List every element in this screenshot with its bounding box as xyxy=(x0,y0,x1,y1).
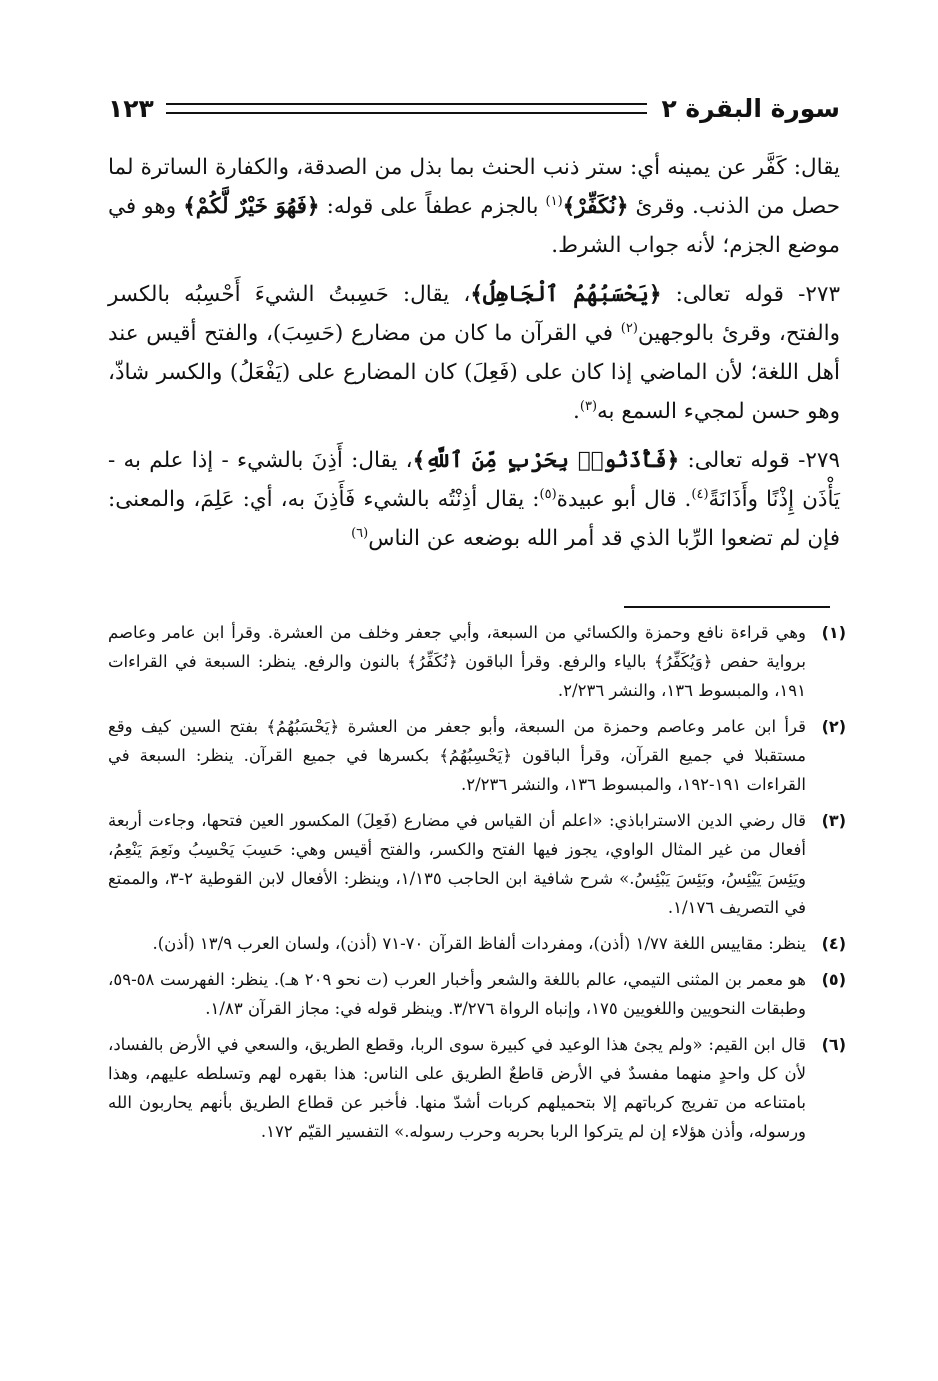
footnote-text: ينظر: مقاييس اللغة ١/٧٧ (أذن)، ومفردات ألفاظ القرآن ٧٠-٧١ (أذن)، ولسان العرب ١٣/٩ (أذن). xyxy=(152,934,806,953)
paragraph-text: ، يقال: أَذِنَ بالشيء - إذا علم به - يَأْذَن إِذْنًا وأَذَانَةً xyxy=(108,448,840,512)
footnote-3 xyxy=(108,806,846,922)
footnote-number: (٣) xyxy=(821,811,846,830)
paragraph-text: : يقال أذِنْتُه بالشيء فَأَذِنَ به، أي: عَلِمَ، والمعنى: فإن لم تضعوا الرِّبا الذي قد أمر الله بوضعه عن الناس xyxy=(108,487,840,551)
footnote-ref: (٥) xyxy=(539,486,557,502)
footnote-number: (١) xyxy=(821,623,846,642)
footnote-text: وهي قراءة نافع وحمزة والكسائي من السبعة، وأبي جعفر وخلف من العشرة. وقرأ ابن عامر وعاصم برواية حفص ﴿وَيُكَفِّرُ﴾ بالياء والرفع. وقرأ الباقون ﴿نُكَفِّرُ﴾ بالنون والرفع. ينظر: السبعة في القراءات ١٩١، والمبسوط ١٣٦، والنشر ٢/٢٣٦. xyxy=(108,623,806,700)
quran-verse: ﴿فَأْذَنُوا۟ بِحَرْبٍ مِّنَ ٱللَّهِ﴾ xyxy=(412,448,680,473)
paragraph-273 xyxy=(108,275,840,431)
footnote-text: قرأ ابن عامر وعاصم وحمزة من السبعة، وأبو جعفر من العشرة ﴿يَحْسَبُهُمُ﴾ بفتح السين كيف وقع مستقبلا في جميع القرآن، وقرأ الباقون ﴿يَحْسِبُهُمُ﴾ بكسرها في جميع القرآن. ينظر: السبعة في القراءات ١٩١-١٩٢، والمبسوط ١٣٦، والنشر ٢/٢٣٦. xyxy=(108,717,806,794)
paragraph-text: ٢٧٣- قوله تعالى: xyxy=(661,282,840,307)
paragraph-text: ٢٧٩- قوله تعالى: xyxy=(679,448,840,473)
footnote-text: قال رضي الدين الاستراباذي: «اعلم أن القياس في مضارع (فَعِلَ) المكسور العين فتحها، وجاءت أربعة أفعال من غير المثال الواوي، يجوز فيها الفتح والكسر، والفتح أقيس وهي: حَسِبَ يَحْسِبُ ونَعِمَ يَنْعِمُ، ويَئِسَ يَيْئِسُ، وبَئِسَ يَبْئِسُ.» شرح شافية ابن الحاجب ١/١٣٥، وينظر: الأفعال لابن القوطية ٢-٣، والممتع في التصريف ١/١٧٦. xyxy=(108,811,806,917)
paragraph-kaffara xyxy=(108,148,840,265)
footnote-ref: (٣) xyxy=(579,398,598,414)
paragraph-text: وهو في موضع الجزم؛ لأنه جواب الشرط. xyxy=(108,194,840,258)
running-header xyxy=(108,88,840,128)
footnote-1 xyxy=(108,618,846,705)
footnote-separator xyxy=(624,606,830,608)
quran-verse: ﴿نُكَفِّرْ﴾ xyxy=(562,194,629,219)
footnote-text: هو معمر بن المثنى التيمي، عالم باللغة والشعر وأخبار العرب (ت نحو ٢٠٩ هـ). ينظر: الفهرست ٥٨-٥٩، وطبقات النحويين واللغويين ١٧٥، وإنباه الرواة ٣/٢٧٦. وينظر قوله في: مجاز القرآن ١/٨٣. xyxy=(108,970,806,1018)
paragraph-text: بالجزم عطفاً على قوله: xyxy=(319,194,546,219)
footnote-5 xyxy=(108,965,846,1023)
footnote-ref: (١) xyxy=(545,193,563,209)
paragraph-279 xyxy=(108,441,840,558)
quran-verse: ﴿فَهُوَ خَيْرٌ لَّكُمْ﴾ xyxy=(183,194,320,219)
footnote-ref: (٤) xyxy=(691,486,709,502)
paragraph-text: . قال أبو عبيدة xyxy=(556,487,692,512)
paragraph-text: في القرآن ما كان من مضارع (حَسِبَ)، والفتح أقيس عند أهل اللغة؛ لأن الماضي إذا كان على (فَعِلَ) كان المضارع على (يَفْعَلُ) والكسر شاذّ، وهو حسن لمجيء السمع به xyxy=(108,321,840,424)
footnote-2 xyxy=(108,712,846,799)
footnotes xyxy=(108,618,846,1153)
footnote-ref: (٦) xyxy=(351,525,369,541)
paragraph-text: . xyxy=(573,399,580,424)
surah-title: سورة البقرة ٢ xyxy=(661,93,840,123)
footnote-ref: (٢) xyxy=(620,320,638,336)
footnote-number: (٢) xyxy=(821,717,846,736)
footnote-number: (٤) xyxy=(821,934,846,953)
header-rule xyxy=(166,103,648,114)
paragraph-text: ، يقال: حَسِبتُ الشيءَ أَحْسِبُه بالكسر والفتح، وقرئ بالوجهين xyxy=(108,282,840,346)
page-number: ١٢٣ xyxy=(108,93,154,123)
footnote-text: قال ابن القيم: «ولم يجئ هذا الوعيد في كبيرة سوى الربا، وقطع الطريق، والسعي في الأرض بالفساد، لأن كل واحدٍ منهما مفسدٌ في الأرض قاطعٌ الطريق على الناس: هذا بقهره لهم وتسلطه عليهم، وهذا بامتناعه من تفريج كرباتهم إلا بتحميلهم كربات أشدّ منها. فأخبر عن قطاع الطريق بأنهم يحاربون الله ورسوله، وأذن هؤلاء إن لم يتركوا الربا بحربه وحرب رسوله.» التفسير القيّم ١٧٢. xyxy=(108,1035,806,1141)
paragraph-text: يقال: كَفَّر عن يمينه أي: ستر ذنب الحنث بما بذل من الصدقة، والكفارة الساترة لما حصل من الذنب. وقرئ xyxy=(108,155,840,219)
footnote-number: (٥) xyxy=(821,970,846,989)
footnote-6 xyxy=(108,1030,846,1146)
quran-verse: ﴿يَحْسَبُهُمُ ٱلْجَاهِلُ﴾ xyxy=(470,282,662,307)
commentary-body xyxy=(108,148,840,568)
footnote-4 xyxy=(108,929,846,958)
footnote-number: (٦) xyxy=(821,1035,846,1054)
